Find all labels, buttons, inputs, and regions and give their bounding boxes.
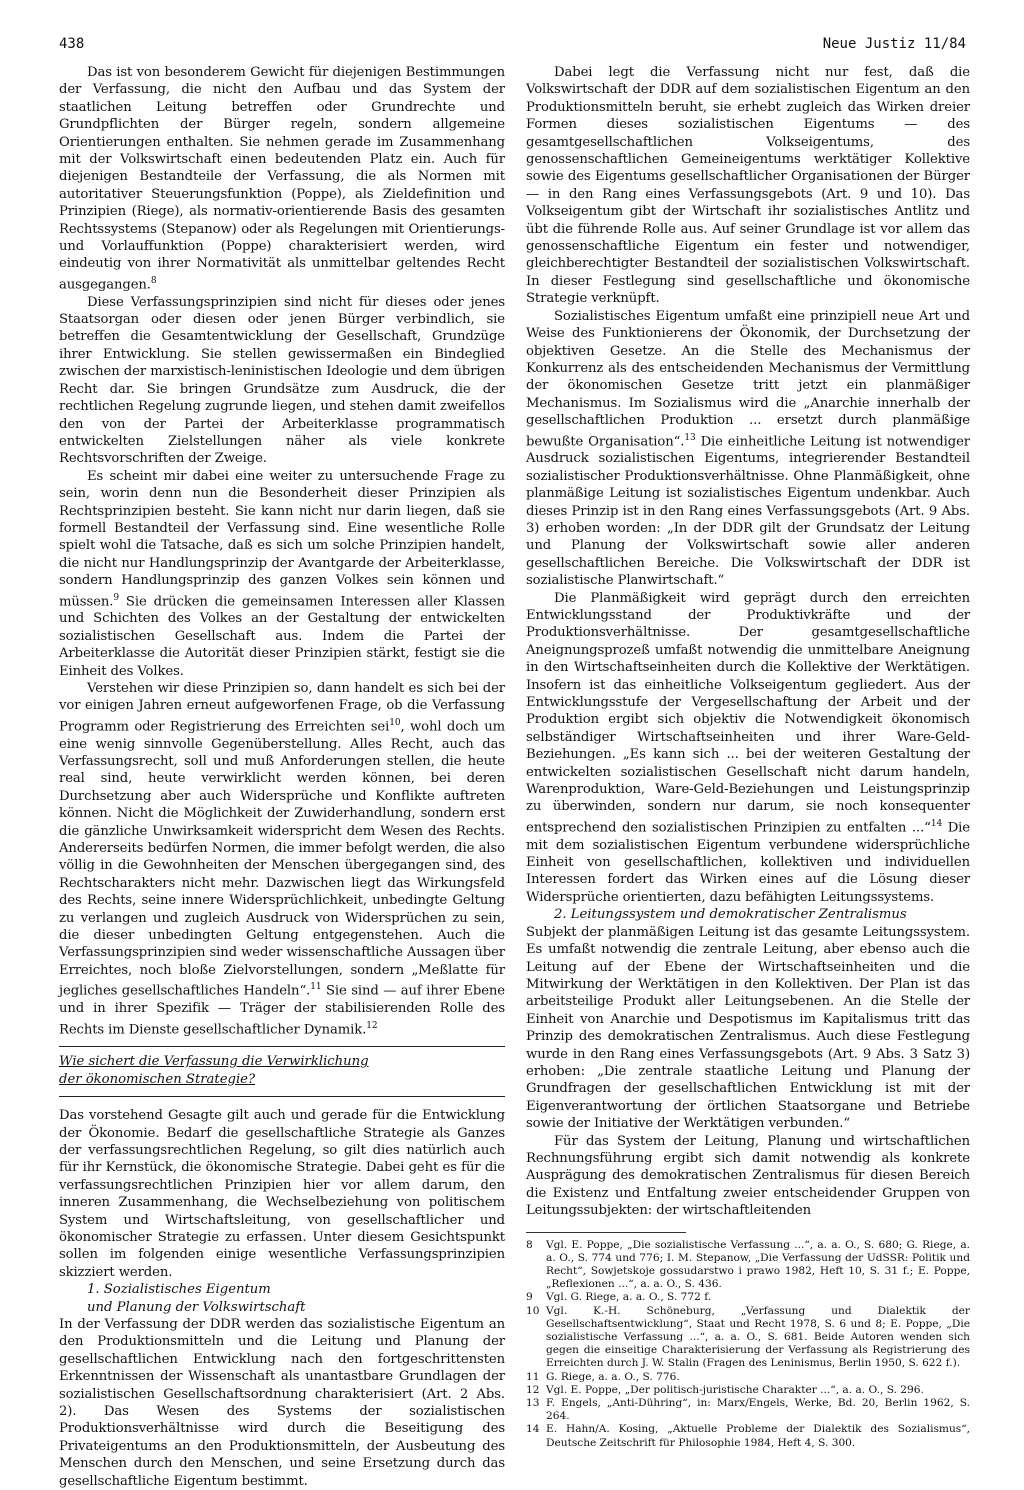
footnote-text: Vgl. G. Riege, a. a. O., S. 772 f. bbox=[546, 1291, 712, 1304]
footnote bbox=[526, 1423, 970, 1449]
page-number: 438 bbox=[59, 36, 85, 52]
footnote-ref[interactable]: 9 bbox=[113, 592, 119, 603]
right-column bbox=[526, 64, 970, 1450]
section-heading-line: der ökonomischen Strategie? bbox=[59, 1071, 256, 1087]
paragraph: Das ist von besonderem Gewicht für diejenigen Bestimmungen der Verfassung, die nicht den Aufbau und das System der staatlichen Leitung betreffen oder Grundrechte und Grundpflichten der Bürger regeln, sondern allgemeine Orientierungen enthalten. Sie nehmen gerade im Zusammenhang mit der Volkswirtschaft einen bedeutenden Platz ein. Auch für diejenigen Bestandteile der Verfassung, die als Normen mit autoritativer Steuerungsfunktion (Poppe), als Zieldefinition und Prinzipien (Riege), als normativ-orientierende Basis des gesamten Rechtssystems (Stepanow) oder als Regelungen mit Orientierungs- und Vorlauffunktion (Poppe) charakterisiert werden, wird eindeutig von ihrer Normativität als unmittelbar geltendes Recht ausgegangen.$^8$ bbox=[59, 65, 505, 293]
footnote-ref[interactable]: 14 bbox=[930, 818, 943, 829]
footnotes bbox=[526, 1239, 970, 1450]
footnote bbox=[526, 1371, 970, 1384]
paragraph: Sozialistisches Eigentum umfaßt eine prinzipiell neue Art und Weise des Funktionierens der Ökonomik, der Durchsetzung der objektiven Gesetze. An die Stelle des Mechanismus der Konkurrenz als des entscheidenden Mechanismus der Vermittlung der ökonomischen Gesetze tritt jetzt ein planmäßiger Mechanismus. Im Sozialismus wird die „Anarchie innerhalb der gesellschaftlichen Produktion ... ersetzt durch planmäßige bewußte Organisation“.$^{13}$ Die einheitliche Leitung ist notwendiger Ausdruck sozialistischen Eigentums, integrierender Bestandteil sozialistischer Produktionsverhältnisse. Ohne Planmäßigkeit, ohne planmäßige Leitung ist sozialistisches Eigentum undenkbar. Auch dieses Prinzip ist in den Rang eines Verfassungsgebots (Art. 9 Abs. 3) erhoben worden: „In der DDR gilt der Grundsatz der Leitung und Planung der Volkswirtschaft sowie aller anderen gesellschaftlichen Bereiche. Die Volkswirtschaft der DDR ist sozialistische Planwirtschaft.“ bbox=[526, 308, 970, 589]
footnote-text: G. Riege, a. a. O., S. 776. bbox=[546, 1370, 680, 1383]
footnote-number: 10 bbox=[526, 1304, 540, 1317]
paragraph: Diese Verfassungsprinzipien sind nicht für dieses oder jenes Staatsorgan oder diesen oder jenen Bürger verbindlich, sie betreffen die Gesamtentwicklung der Gesellschaft, Grundzüge ihrer Entwicklung. Sie stellen gewissermaßen ein Bindeglied zwischen der marxistisch-leninistischen Ideologie und dem übrigen Recht dar. Sie bringen Grundsätze zum Ausdruck, die der rechtlichen Regelung zugrunde liegen, und stehen damit zweifellos den von der Partei der Arbeiterklasse programmatisch entwickelten Zielstellungen näher als viele konkrete Rechtsvorschriften der Zweige. bbox=[59, 294, 505, 467]
section-heading-line: Wie sichert die Verfassung die Verwirklichung bbox=[59, 1054, 369, 1070]
footnote-ref[interactable]: 8 bbox=[150, 275, 157, 286]
footnote-number: 9 bbox=[526, 1291, 533, 1304]
footnote-number: 8 bbox=[526, 1238, 533, 1251]
paragraph: Die Planmäßigkeit wird geprägt durch den erreichten Entwicklungsstand der Produktivkräfte und der Produktionsverhältnisse. Der gesamtgesellschaftliche Aneignungsprozeß umfaßt notwendig die unmittelbare Aneignung in den Wirtschaftseinheiten durch die Kollektive der Werktätigen. Insofern ist das einheitliche Volkseigentum gegliedert. Aus der Entwicklungsstufe der Vergesellschaftung der Arbeit und der Produktion ergibt sich objektiv die Notwendigkeit ökonomisch selbständiger Wirtschaftseinheiten und ihrer Ware-Geld-Beziehungen. „Es kann sich ... bei der weiteren Gestaltung der entwickelten sozialistischen Gesellschaft nicht darum handeln, Warenproduktion, Ware-Geld-Beziehungen und Leistungsprinzip zu überwinden, sondern nur darum, sie noch konsequenter entsprechend den sozialistischen Prinzipien zu entfalten ...“$^{14}$ Die mit dem sozialistischen Eigentum verbundene widersprüchliche Einheit von gesellschaftlichen, kollektiven und individuellen Interessen fordert das Wirken eines auf die Lösung dieser Widersprüche orientierten, dazu befähigten Leitungssystems. bbox=[526, 590, 970, 905]
footnote-ref[interactable]: 12 bbox=[366, 1020, 378, 1031]
footnote-text: Vgl. K.-H. Schöneburg, „Verfassung und Dialektik der Gesellschaftsentwicklung“, Staat und Recht 1978, S. 6 und 8; E. Poppe, „Die sozialistische Verfassung ...“, a. a. O., S. 681. Beide Autoren wenden sich gegen die einseitige Charakterisierung der Verfassung als Registrierung des Erreichten durch J. W. Stalin (Fragen des Leninismus, Berlin 1950, S. 622 f.). bbox=[546, 1304, 970, 1370]
footnote-number: 11 bbox=[526, 1370, 540, 1383]
footnote-divider bbox=[526, 1232, 686, 1233]
footnote-ref[interactable]: 13 bbox=[684, 432, 696, 443]
subsection-heading: 2. Leitungssystem und demokratischer Zentralismus bbox=[554, 907, 907, 923]
footnote-text: F. Engels, „Anti-Dühring“, in: Marx/Engels, Werke, Bd. 20, Berlin 1962, S. 264. bbox=[546, 1397, 970, 1423]
footnote-number: 13 bbox=[526, 1397, 540, 1410]
footnote bbox=[526, 1397, 970, 1423]
paragraph: Das vorstehend Gesagte gilt auch und gerade für die Entwicklung der Ökonomie. Bedarf die gesellschaftliche Strategie als Ganzes der verfassungsrechtlichen Regelung, so gilt dies natürlich auch für ihr Kernstück, die ökonomische Strategie. Dabei geht es für die verfassungsrechtlichen Prinzipien hier vor allem darum, den inneren Zusammenhang, die Wechselbeziehung von politischem System und Wirtschaftsleitung, von gesellschaftlicher und ökonomischer Strategie zu erfassen. Unter diesem Gesichtspunkt sollen im folgenden einige wesentliche Verfassungsprinzipien skizziert werden. bbox=[59, 1108, 505, 1280]
left-column bbox=[59, 64, 505, 1490]
subsection-heading: und Planung der Volkswirtschaft bbox=[87, 1299, 306, 1315]
paragraph: Subjekt der planmäßigen Leitung ist das gesamte Leitungssystem. Es umfaßt notwendig die zentrale Leitung, aber ebenso auch die Leitung auf der Ebene der Wirtschaftseinheiten und die Mitwirkung der Werktätigen in den Kollektiven. Der Plan ist das arbeitsteilige Produkt aller Leitungsebenen. An die Stelle der Einheit von Anarchie und Despotismus im Kapitalismus tritt das Prinzip des demokratischen Zentralismus. Auch diese Festlegung wurde in den Rang eines Verfassungsgebots (Art. 9 Abs. 3 Satz 3) erhoben: „Die zentrale staatliche Leitung und Planung der Grundfragen der gesellschaftlichen Entwicklung ist mit der Eigenverantwortung der örtlichen Staatsorgane und Betriebe sowie der Initiative der Werktätigen verbunden.“ bbox=[526, 924, 970, 1132]
footnote-ref[interactable]: 11 bbox=[310, 982, 322, 993]
footnote bbox=[526, 1239, 970, 1292]
paragraph: Für das System der Leitung, Planung und wirtschaftlichen Rechnungsführung ergibt sich damit notwendig als konkrete Ausprägung des demokratischen Zentralismus für diesen Bereich die Existenz und Entfaltung zweier entscheidender Gruppen von Leitungssubjekten: der wirtschaftleitenden bbox=[526, 1133, 970, 1219]
footnote bbox=[526, 1384, 970, 1397]
footnote-number: 12 bbox=[526, 1383, 540, 1396]
section-heading-box bbox=[59, 1046, 505, 1097]
journal-issue: Neue Justiz 11/84 bbox=[822, 36, 966, 52]
page-header bbox=[59, 36, 966, 56]
footnote bbox=[526, 1305, 970, 1371]
footnote-text: E. Hahn/A. Kosing, „Aktuelle Probleme der Dialektik des Sozialismus“, Deutsche Zeitschrift für Philosophie 1984, Heft 4, S. 300. bbox=[546, 1423, 970, 1449]
footnote-text: Vgl. E. Poppe, „Der politisch-juristische Charakter ...“, a. a. O., S. 296. bbox=[546, 1383, 924, 1396]
subsection-heading: 1. Sozialistisches Eigentum bbox=[87, 1282, 271, 1298]
paragraph: Es scheint mir dabei eine weiter zu untersuchende Frage zu sein, worin denn nun die Besonderheit dieser Prinzipien als Rechtsprinzipien besteht. Sie kann nicht nur darin liegen, daß sie formell Bestandteil der Verfassung sind. Eine wesentliche Rolle spielt wohl die Tatsache, daß es sich um solche Prinzipien handelt, die nicht nur Handlungsprinzip der Avantgarde der Arbeiterklasse, sondern Handlungsprinzip des ganzen Volkes sein können und müssen.$^9$ Sie drücken die gemeinsamen Interessen aller Klassen und Schichten des Volkes an der Gestaltung der entwickelten sozialistischen Gesellschaft aus. Indem die Partei der Arbeiterklasse die Autorität dieser Prinzipien stärkt, festigt sie die Einheit des Volkes. bbox=[59, 468, 505, 679]
paragraph: Dabei legt die Verfassung nicht nur fest, daß die Volkswirtschaft der DDR auf dem sozialistischen Eigentum an den Produktionsmitteln beruht, sie erhebt zugleich das Wirken dreier Formen dieses sozialistischen Eigentums — des gesamtgesellschaftlichen Volkseigentums, des genossenschaftlichen Gemeineigentums werktätiger Kollektive sowie des Eigentums gesellschaftlicher Organisationen der Bürger — in den Rang eines Verfassungsgebots (Art. 9 und 10). Das Volkseigentum gibt der Wirtschaft ihr sozialistisches Antlitz und übt die führende Rolle aus. Auf seiner Grundlage ist vor allem das genossenschaftliche Eigentum ein fester und notwendiger, gleichberechtigter Bestandteil der sozialistischen Volkswirtschaft. In dieser Festlegung sind gesellschaftliche und ökonomische Strategie verknüpft. bbox=[526, 65, 970, 307]
footnote-number: 14 bbox=[526, 1423, 540, 1436]
footnote bbox=[526, 1291, 970, 1304]
paragraph: In der Verfassung der DDR werden das sozialistische Eigentum an den Produktionsmitteln und die Leitung und Planung der gesellschaftlichen Entwicklung nach den fortgeschrittensten Erkenntnissen der Wissenschaft als unantastbare Grundlagen der sozialistischen Gesellschaftsordnung charakterisiert (Art. 2 Abs. 2). Das Wesen des Systems der sozialistischen Produktionsverhältnisse wird durch die Beseitigung des Privateigentums an den Produktionsmitteln, der Ausbeutung des Menschen durch den Menschen, und seine Ersetzung durch das gesellschaftliche Eigentum bestimmt. bbox=[59, 1316, 505, 1489]
footnote-ref[interactable]: 10 bbox=[389, 717, 401, 728]
footnote-text: Vgl. E. Poppe, „Die sozialistische Verfassung ...“, a. a. O., S. 680; G. Riege, a. a. O., S. 774 und 776; I. M. Stepanow, „Die Verfassung der UdSSR: Politik und Recht“, Sowjetskoje gossudarstwo i prawo 1982, Heft 10, S. 31 f.; E. Poppe, „Reflexionen ...“, a. a. O., S. 436. bbox=[546, 1238, 970, 1291]
paragraph: Verstehen wir diese Prinzipien so, dann handelt es sich bei der vor einigen Jahren erneut aufgeworfenen Frage, ob die Verfassung Programm oder Registrierung des Erreichten sei$^{10}$, wohl doch um eine wenig sinnvolle Gegenüberstellung. Alles Recht, auch das Verfassungsrecht, soll und muß Anforderungen stellen, die heute real sind, heute verwirklicht werden können, bei deren Durchsetzung aber auch Widersprüche und Konflikte auftreten können. Nicht die Möglichkeit der Zuwiderhandlung, sondern erst die gänzliche Unwirksamkeit widerspricht dem Wesen des Rechts. Andererseits bedürfen Normen, die immer befolgt werden, die also völlig in die Gewohnheiten der Menschen übergegangen sind, des Rechtscharakters nicht mehr. Dazwischen liegt das Wirkungsfeld des Rechts, seine innere Widersprüchlichkeit, unbedingte Geltung zu verlangen und zugleich Ausdruck von Widersprüchen zu sein, die dieser unbedingten Geltung entgegenstehen. Auch die Verfassungsprinzipien sind weder wissenschaftliche Aussagen über Erreichtes, noch bloße Zielvorstellungen, sondern „Meßlatte für jegliches gesellschaftliches Handeln“.$^{11}$ Sie sind — auf ihrer Ebene und in ihrer Spezifik — Träger der stabilisierenden Rolle des Rechts im Dienste gesellschaftlicher Dynamik.$^{12}$ bbox=[59, 681, 505, 1037]
